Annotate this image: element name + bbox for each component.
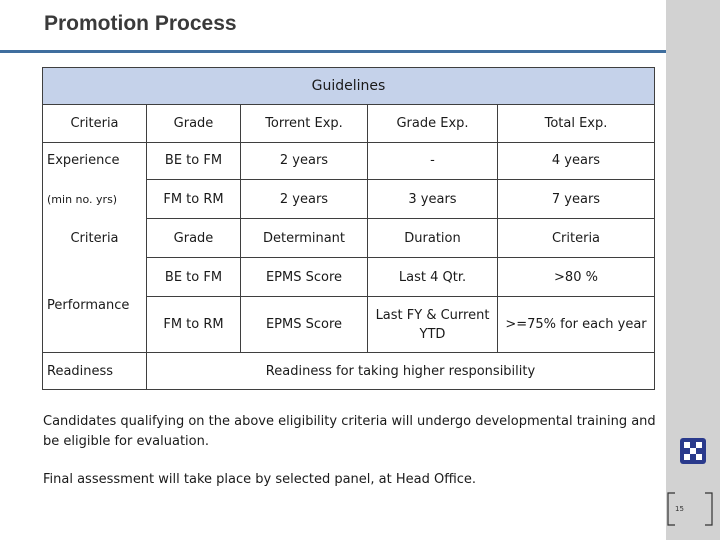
title-rule: [0, 50, 666, 53]
table-cell: >=75% for each year: [505, 317, 647, 332]
table-cell: -: [430, 153, 435, 168]
checkered-logo-icon: [680, 438, 706, 464]
performance-label: Performance: [47, 297, 130, 313]
readiness-label: Readiness: [47, 363, 114, 379]
slide-title: Promotion Process: [44, 12, 237, 35]
promotion-guidelines-table: [42, 67, 655, 390]
table-cell: EPMS Score: [265, 317, 343, 332]
header2-determinant: Determinant: [262, 230, 346, 246]
note-eligibility: Candidates qualifying on the above eligibility criteria will undergo developmental training and be eligible for evaluation.: [43, 414, 656, 449]
table-cell: 2 years: [279, 153, 329, 168]
readiness-text: Readiness for taking higher responsibility: [265, 363, 536, 379]
table-cell: 3 years: [408, 191, 457, 207]
header-grade-exp: Grade Exp.: [396, 116, 469, 131]
table-cell: BE to FM: [164, 153, 223, 168]
header2-grade: Grade: [173, 230, 214, 246]
header2-criteria: Criteria: [70, 230, 119, 246]
experience-sublabel: (min no. yrs): [47, 192, 118, 206]
table-cell: FM to RM: [163, 317, 224, 332]
header-grade: Grade: [173, 116, 214, 131]
table-cell: Last 4 Qtr.: [398, 269, 467, 285]
header-torrent-exp: Torrent Exp.: [265, 116, 343, 131]
header2-criteria-value: Criteria: [551, 230, 601, 246]
page-bracket-icon: [667, 492, 713, 526]
header-criteria: Criteria: [70, 116, 119, 131]
header-total-exp: Total Exp.: [544, 116, 608, 131]
table-cell: 2 years: [279, 191, 329, 207]
page-number: 15: [675, 505, 684, 513]
table-cell: BE to FM: [164, 269, 223, 285]
table-cell: Last FY & Current YTD: [375, 307, 490, 342]
table-cell: 7 years: [551, 191, 601, 207]
note-final-assessment: Final assessment will take place by selected panel, at Head Office.: [43, 472, 477, 487]
experience-label: Experience: [47, 153, 120, 168]
table-cell: FM to RM: [163, 191, 224, 207]
table-cell: >80 %: [554, 269, 598, 285]
table-cell: EPMS Score: [265, 269, 343, 285]
table-caption: Guidelines: [311, 78, 386, 94]
header2-duration: Duration: [404, 230, 461, 246]
table-cell: 4 years: [551, 153, 601, 168]
